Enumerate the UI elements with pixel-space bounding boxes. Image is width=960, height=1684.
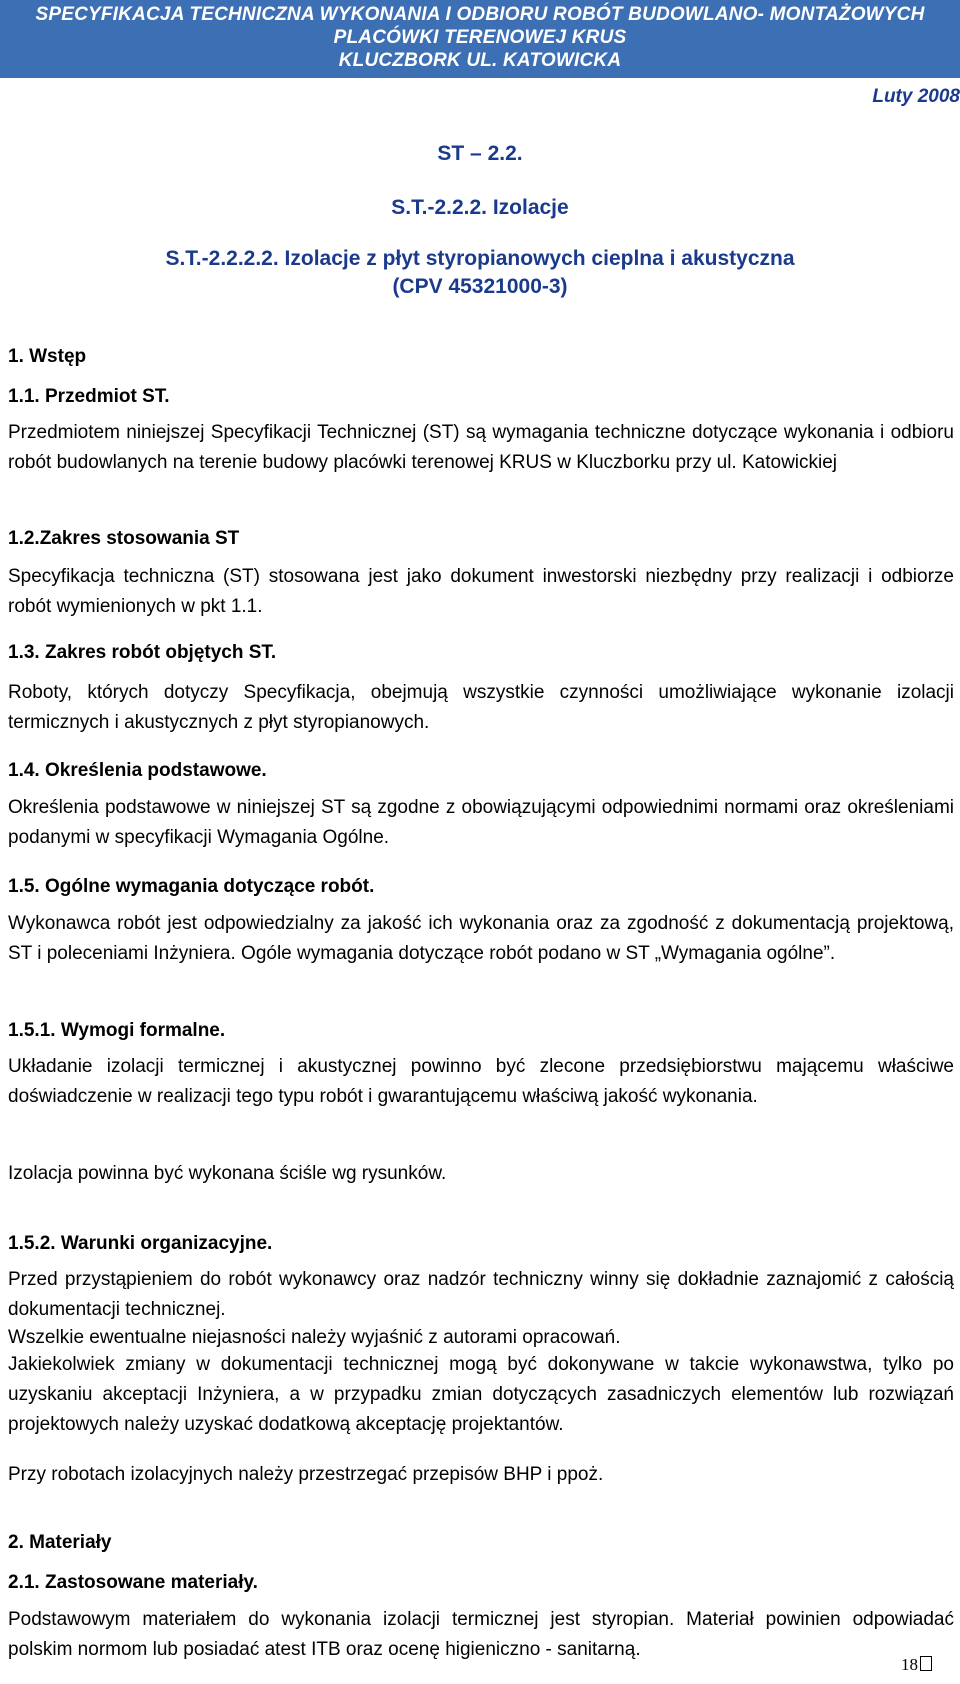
section-1-1-text: Przedmiotem niniejszej Specyfikacji Technicznej (ST) są wymagania techniczne dotyczące wykonania i odbioru robót budowlanych na terenie budowy placówki terenowej KRUS w Kluczborku przy ul. Katowickiej [8,422,954,473]
spec-sub-title: S.T.-2.2.2.2. Izolacje z płyt styropianowych cieplna i akustyczna [165,247,795,270]
section-1-5-2-text-d: Przy robotach izolacyjnych należy przestrzegać przepisów BHP i ppoż. [8,1464,604,1485]
header-title-line2: PLACÓWKI TERENOWEJ KRUS [333,27,627,48]
box-glyph-icon [920,1656,932,1671]
header-title-line3: KLUCZBORK UL. KATOWICKA [338,50,622,71]
section-1-5-heading: 1.5. Ogólne wymagania dotyczące robót. [8,876,375,897]
spec-izolacje-title: S.T.-2.2.2. Izolacje [391,196,569,219]
section-2-1-text: Podstawowym materiałem do wykonania izolacji termicznej jest styropian. Materiał powinien odpowiadać polskim normom lub posiadać atest ITB oraz ocenę higieniczno - sanitarną. [8,1609,954,1660]
section-1-5-1-heading: 1.5.1. Wymogi formalne. [8,1020,226,1041]
section-1-5-1-text-b: Izolacja powinna być wykonana ściśle wg rysunków. [8,1163,447,1184]
section-2-1-heading: 2.1. Zastosowane materiały. [8,1572,258,1593]
page-header [0,0,960,116]
page-number-value: 18 [901,1655,918,1674]
section-1-4-text: Określenia podstawowe w niniejszej ST są zgodne z obowiązującymi odpowiednimi normami oraz określeniami podanymi w specyfikacji Wymagania Ogólne. [8,797,954,848]
spec-code-title: ST – 2.2. [437,142,523,165]
section-1-2-heading: 1.2.Zakres stosowania ST [8,528,240,549]
section-2-heading: 2. Materiały [8,1532,112,1553]
section-1-5-1-text-a: Układanie izolacji termicznej i akustycznej powinno być zlecone przedsiębiorstwu mającemu właściwe doświadczenie w realizacji tego typu robót i gwarantującemu właściwą jakość wykonania. [8,1056,954,1107]
section-1-5-2-heading: 1.5.2. Warunki organizacyjne. [8,1233,273,1254]
section-1-5-text: Wykonawca robót jest odpowiedzialny za jakość ich wykonania oraz za zgodność z dokumentacją projektową, ST i poleceniami Inżyniera. Ogóle wymagania dotyczące robót podano w ST „Wymagania ogólne”. [8,913,954,964]
section-1-3-heading: 1.3. Zakres robót objętych ST. [8,642,277,663]
section-1-1-heading: 1.1. Przedmiot ST. [8,386,170,407]
section-1-2-text: Specyfikacja techniczna (ST) stosowana jest jako dokument inwestorski niezbędny przy realizacji i odbiorze robót wymienionych w pkt 1.1. [8,566,954,617]
section-1-5-2-text-a: Przed przystąpieniem do robót wykonawcy oraz nadzór techniczny winny się dokładnie zaznajomić z całością dokumentacji technicznej. [8,1269,954,1320]
header-date: Luty 2008 [872,86,960,107]
section-1-5-2-text-c: Jakiekolwiek zmiany w dokumentacji technicznej mogą być dokonywane w takcie wykonawstwa, tylko po uzyskaniu akceptacji Inżyniera, a w przypadku zmian dotyczących zasadniczych elementów lub rozwiązań projektowych należy uzyskać dodatkową akceptację projektantów. [8,1354,954,1435]
section-1-3-text: Roboty, których dotyczy Specyfikacja, obejmują wszystkie czynności umożliwiające wykonanie izolacji termicznych i akustycznych z płyt styropianowych. [8,682,954,733]
header-title-line1: SPECYFIKACJA TECHNICZNA WYKONANIA I ODBIORU ROBÓT BUDOWLANO- MONTAŻOWYCH [35,4,925,25]
page-number [901,1655,932,1675]
cpv-code: (CPV 45321000-3) [392,275,568,298]
section-1-5-2-text-b: Wszelkie ewentualne niejasności należy wyjaśnić z autorami opracowań. [8,1327,621,1348]
section-1-4-heading: 1.4. Określenia podstawowe. [8,760,267,781]
section-1-heading: 1. Wstęp [8,346,87,367]
